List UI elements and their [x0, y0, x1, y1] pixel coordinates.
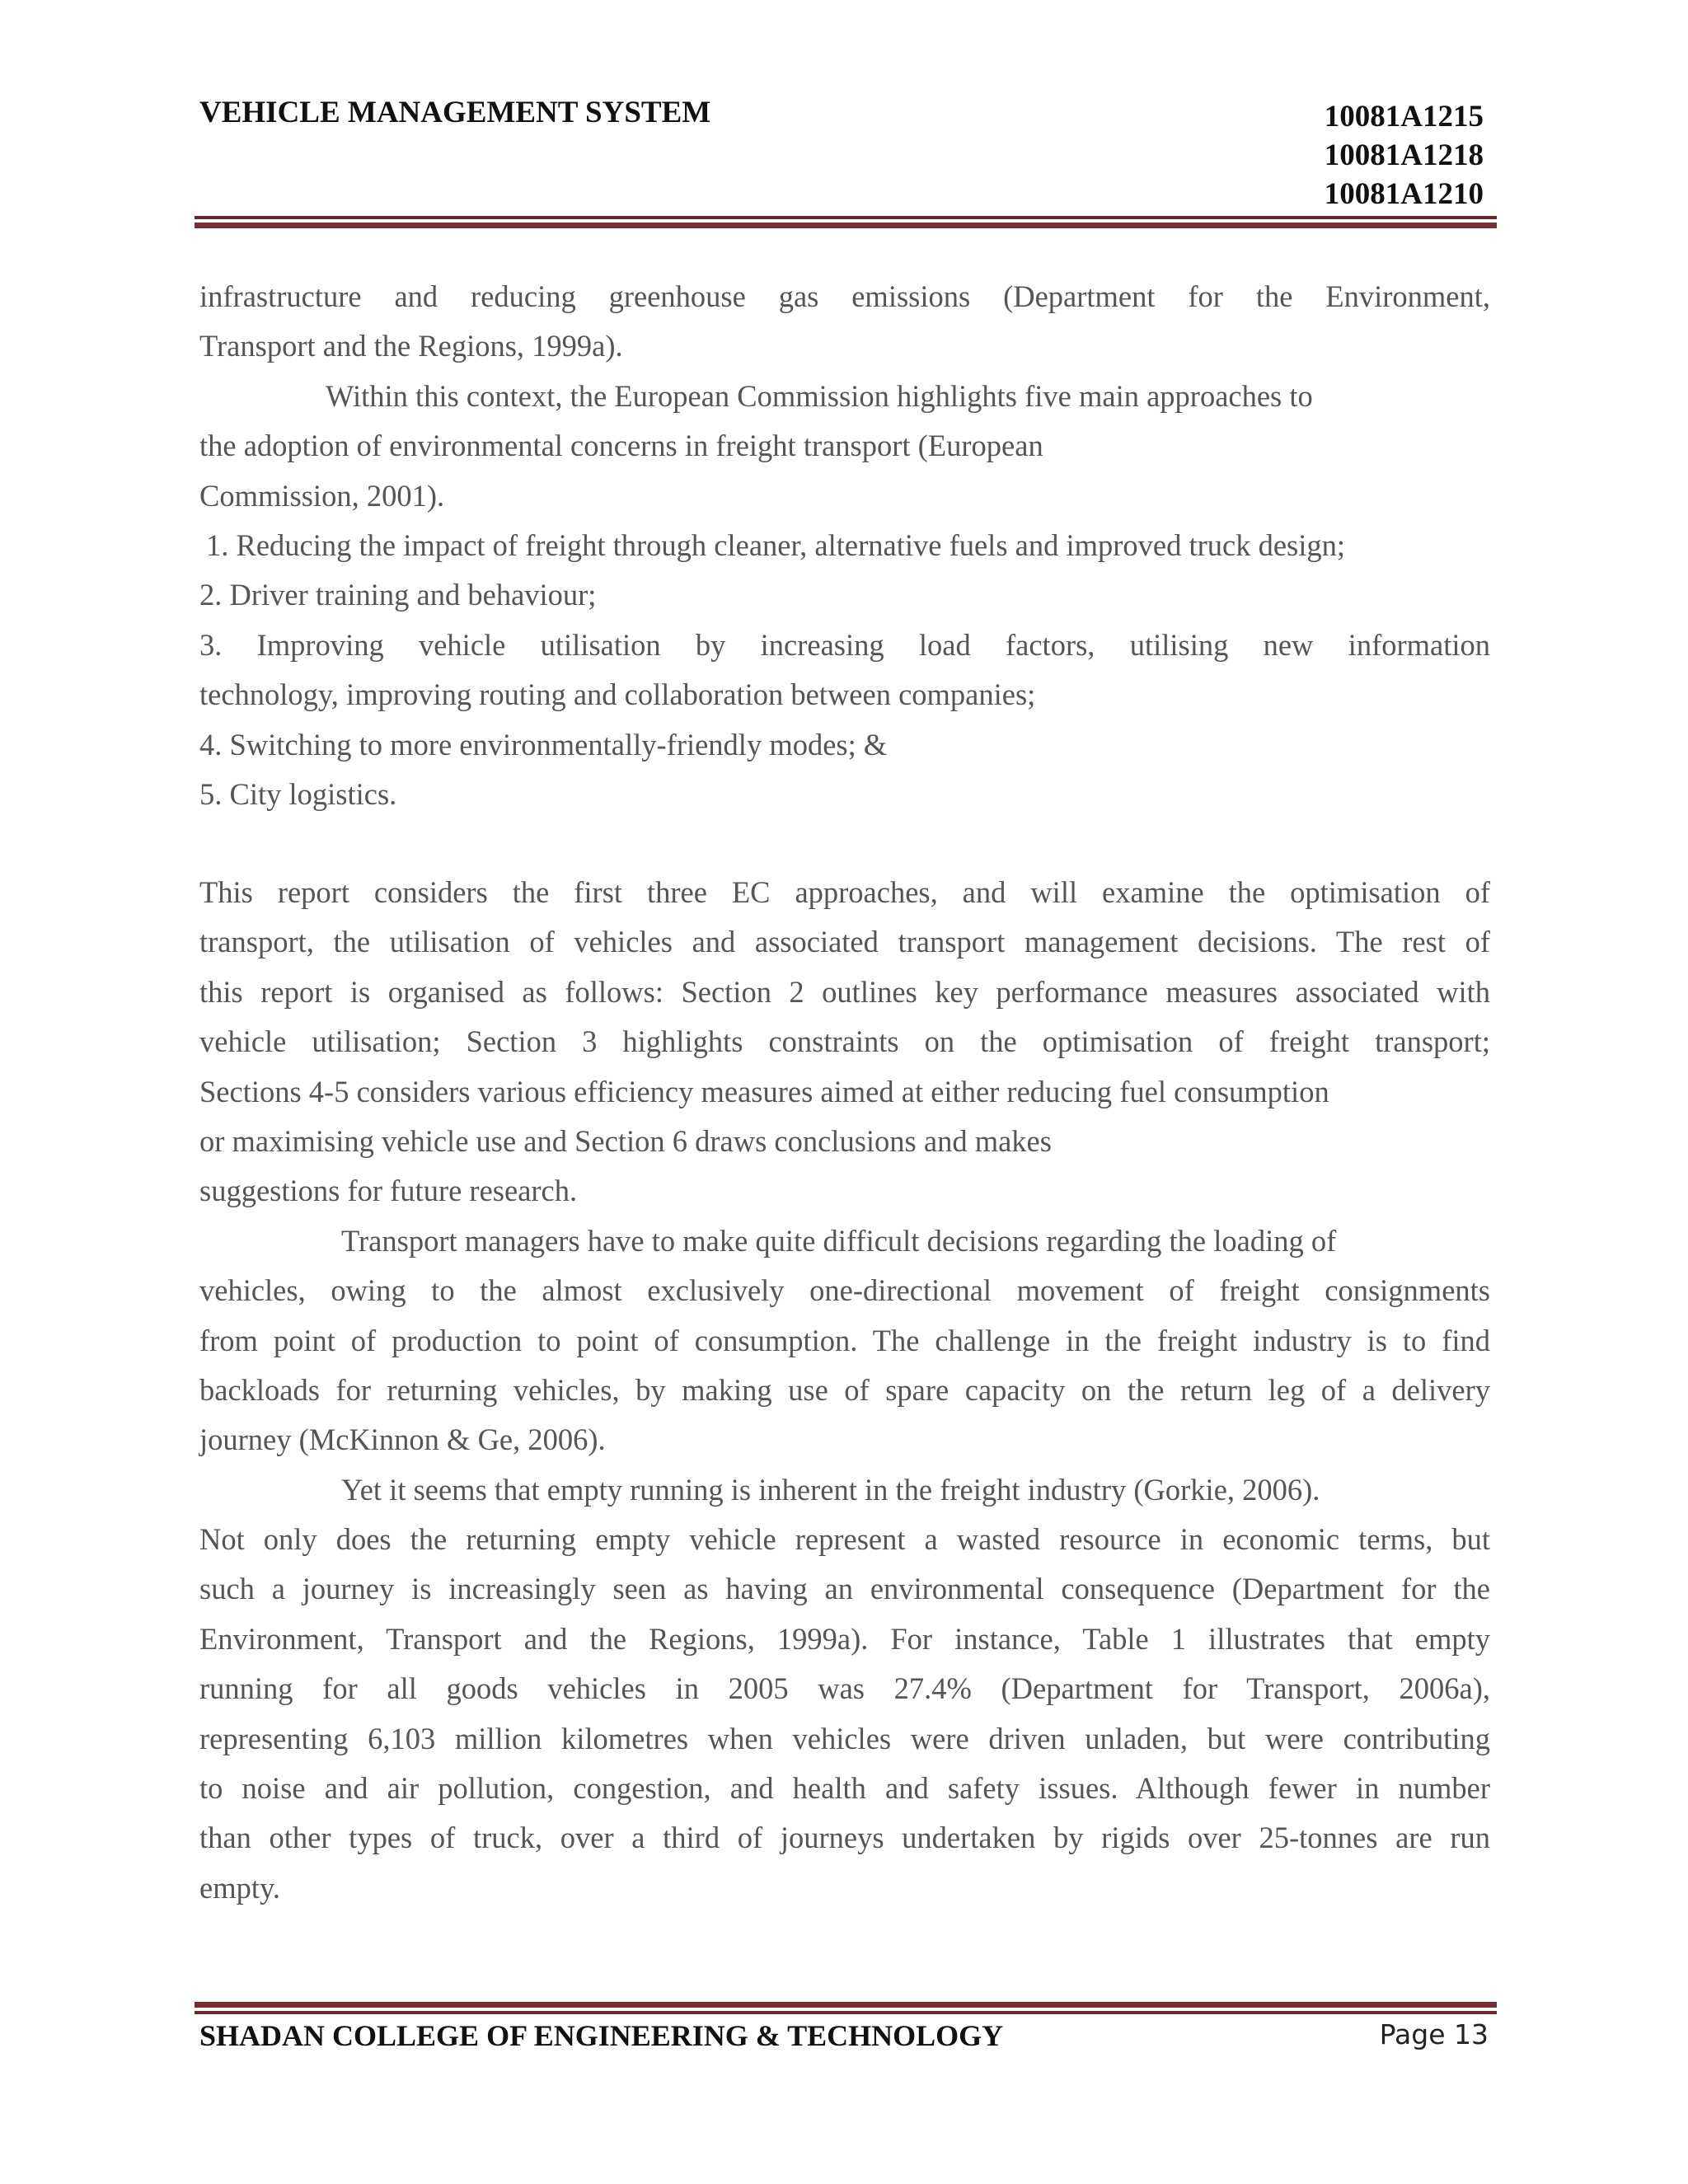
text-line: the adoption of environmental concerns in freight transport (European [199, 429, 1043, 463]
list-item: 3. Improving vehicle utilisation by increasing load factors, utilising new information [199, 627, 1490, 662]
roll-number: 10081A1218 [1324, 138, 1484, 172]
list-item: 5. City logistics. [199, 776, 397, 811]
text-line: vehicles, owing to the almost exclusively one-directional movement of freight consignments [199, 1273, 1490, 1308]
header-rule-thick [195, 223, 1497, 228]
text-line: to noise and air pollution, congestion, and health and safety issues. Although fewer in number [199, 1771, 1490, 1806]
text-line: empty. [199, 1870, 280, 1905]
roll-number: 10081A1215 [1324, 100, 1484, 134]
text-line: journey (McKinnon & Ge, 2006). [199, 1422, 606, 1457]
text-line: Transport managers have to make quite difficult decisions regarding the loading of [341, 1223, 1337, 1258]
text-line: technology, improving routing and collaboration between companies; [199, 677, 1036, 712]
footer-rule-thick [195, 2002, 1497, 2008]
list-item: 1. Reducing the impact of freight through cleaner, alternative fuels and improved truck design; [206, 527, 1346, 562]
text-line: such a journey is increasingly seen as having an environmental consequence (Department for the [199, 1572, 1490, 1606]
roll-number: 10081A1210 [1324, 177, 1484, 211]
footer-college-name: SHADAN COLLEGE OF ENGINEERING & TECHNOLOGY [199, 2019, 1004, 2052]
text-line: suggestions for future research. [199, 1174, 578, 1208]
text-line: This report considers the first three EC approaches, and will examine the optimisation of [199, 875, 1490, 909]
text-line: Environment, Transport and the Regions, 1999a). For instance, Table 1 illustrates that empty [199, 1621, 1490, 1656]
text-line: Within this context, the European Commission highlights five main approaches to [326, 378, 1313, 413]
text-line: or maximising vehicle use and Section 6 draws conclusions and makes [199, 1123, 1052, 1158]
text-line: Transport and the Regions, 1999a). [199, 329, 623, 363]
roll-numbers [1286, 97, 1484, 213]
text-line: Yet it seems that empty running is inherent in the freight industry (Gorkie, 2006). [341, 1472, 1320, 1507]
document-title: VEHICLE MANAGEMENT SYSTEM [199, 96, 711, 129]
text-line: Commission, 2001). [199, 478, 445, 513]
footer-rule-thin [195, 2011, 1497, 2014]
text-line: backloads for returning vehicles, by making use of spare capacity on the return leg of a delivery [199, 1372, 1490, 1407]
text-line: representing 6,103 million kilometres when vehicles were driven unladen, but were contributing [199, 1721, 1490, 1755]
header-rule-thin [195, 216, 1497, 219]
text-line: running for all goods vehicles in 2005 was 27.4% (Department for Transport, 2006a), [199, 1671, 1490, 1706]
text-line: from point of production to point of consumption. The challenge in the freight industry is to find [199, 1323, 1490, 1357]
text-line: this report is organised as follows: Section 2 outlines key performance measures associated with [199, 974, 1490, 1009]
page-number: Page 13 [1379, 2018, 1489, 2050]
list-item: 4. Switching to more environmentally-friendly modes; & [199, 727, 888, 762]
text-line: infrastructure and reducing greenhouse gas emissions (Department for the Environment, [199, 279, 1490, 313]
body-text-block-1 [199, 272, 1490, 819]
list-item: 2. Driver training and behaviour; [199, 578, 597, 612]
text-line: transport, the utilisation of vehicles and associated transport management decisions. The rest of [199, 925, 1490, 959]
text-line: vehicle utilisation; Section 3 highlights constraints on the optimisation of freight transport; [199, 1024, 1490, 1059]
text-line: than other types of truck, over a third of journeys undertaken by rigids over 25-tonnes are run [199, 1821, 1490, 1855]
text-line: Not only does the returning empty vehicle represent a wasted resource in economic terms, but [199, 1522, 1490, 1557]
body-text-block-2 [199, 868, 1490, 1913]
text-line: Sections 4-5 considers various efficiency measures aimed at either reducing fuel consumption [199, 1074, 1329, 1108]
